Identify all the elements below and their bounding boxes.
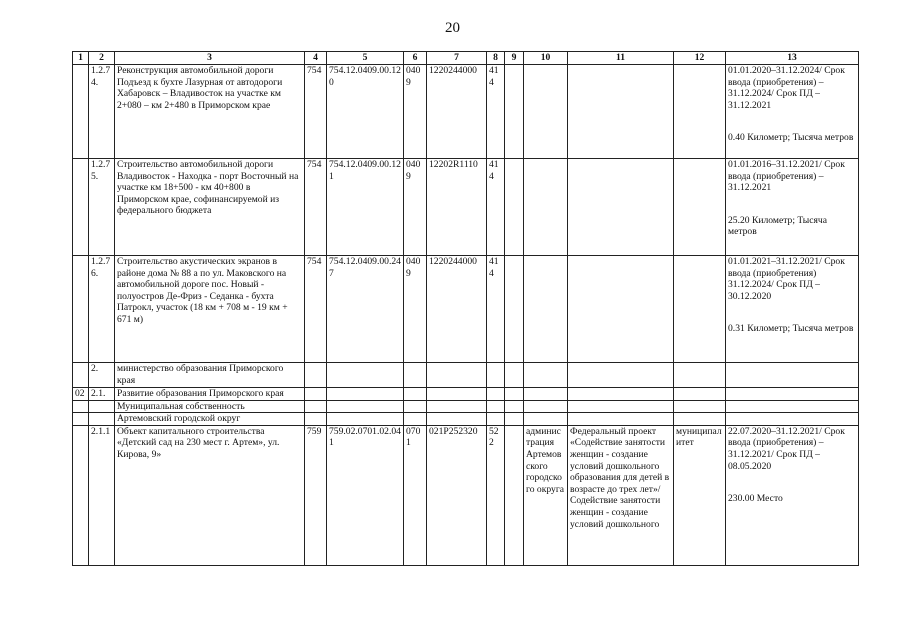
cell-col7: 1220244000 [427,65,487,159]
terms-dates: 22.07.2020–31.12.2021/ Срок ввода (приобретения) – 31.12.2021/ Срок ПД – 08.05.2020 [728,425,845,472]
terms-capacity: 25.20 Километр; Тысяча метров [728,214,828,238]
cell-object-name: Реконструкция автомобильной дороги Подъезд к бухте Лазурная от автодороги Хабаровск – Владивосток на участке км 2+080 – км 2+480 в Приморском крае [115,65,305,159]
cell-section-name: Развитие образования Приморского края [115,388,305,401]
cell-number: 2.1.1 [89,425,115,565]
cell-object-name: Строительство акустических экранов в районе дома № 88 а по ул. Маковского на автомобильной дороге пос. Новый - полуостров Де-Фриз - Седанка - бухта Патрокл, участок (18 км + 708 м - 19 км + 671 м) [115,256,305,363]
cell-ownership: муниципал итет [674,425,726,565]
cell-col6: 0409 [404,65,427,159]
cell-col9 [505,159,524,256]
cell-col10 [524,256,568,363]
cell-code: 759.02.0701.02.041 [327,425,404,565]
cell-col4: 754 [305,65,327,159]
cell-terms [726,425,859,565]
cell-number: 1.2.7 6. [89,256,115,363]
cell-col1 [73,400,89,413]
header-cell: 1 [73,52,89,65]
cell-number [89,413,115,426]
cell-col4: 759 [305,425,327,565]
terms-dates: 01.01.2020–31.12.2024/ Срок ввода (приобретения) – 31.12.2024/ Срок ПД – 31.12.2021 [728,65,845,111]
table-row [73,159,859,256]
cell-object-name: Объект капитального строительства «Детский сад на 230 мест г. Артем», ул. Кирова, 9» [115,425,305,565]
table-row [73,363,859,388]
cell-col7: 1220244000 [427,256,487,363]
page-number: 20 [445,20,460,36]
table-row [73,400,859,413]
cell-col8: 414 [487,256,505,363]
header-cell: 9 [505,52,524,65]
header-cell: 13 [726,52,859,65]
cell-col4: 754 [305,256,327,363]
cell-col12 [674,256,726,363]
terms-capacity: 230.00 Место [728,493,783,505]
cell-col11 [568,256,674,363]
cell-col1 [73,425,89,565]
cell-terms [726,65,859,159]
table-row [73,256,859,363]
header-cell: 6 [404,52,427,65]
header-cell: 2 [89,52,115,65]
cell-section-name: министерство образования Приморского края [115,363,305,388]
cell-col11 [568,65,674,159]
cell-col7: 021P252320 [427,425,487,565]
table-row [73,425,859,565]
cell-terms [726,256,859,363]
header-cell: 8 [487,52,505,65]
cell-col12 [674,65,726,159]
cell-col1 [73,413,89,426]
header-cell: 11 [568,52,674,65]
cell-col1 [73,363,89,388]
cell-code: 754.12.0409.00.121 [327,159,404,256]
cell-col10 [524,159,568,256]
cell-code: 754.12.0409.00.247 [327,256,404,363]
cell-number: 2.1. [89,388,115,401]
cell-object-name: Строительство автомобильной дороги Владивосток - Находка - порт Восточный на участке км 18+500 - км 40+800 в Приморском крае, софинансируемой из федерального бюджета [115,159,305,256]
cell-code: 754.12.0409.00.120 [327,65,404,159]
cell-number: 1.2.7 5. [89,159,115,256]
cell-col6: 0701 [404,425,427,565]
header-cell: 4 [305,52,327,65]
cell-col8: 522 [487,425,505,565]
cell-col8: 414 [487,159,505,256]
terms-capacity: 0.31 Километр; Тысяча метров [728,323,854,335]
cell-col9 [505,425,524,565]
header-cell: 7 [427,52,487,65]
cell-terms [726,159,859,256]
budget-table [72,51,859,566]
cell-number [89,400,115,413]
table-row [73,388,859,401]
cell-number: 2. [89,363,115,388]
terms-dates: 01.01.2021–31.12.2021/ Срок ввода (приобретения) 31.12.2024/ Срок ПД – 30.12.2020 [728,256,845,302]
header-cell: 5 [327,52,404,65]
cell-col10 [524,65,568,159]
cell-col1 [73,65,89,159]
cell-col11 [568,159,674,256]
cell-col9 [505,65,524,159]
table-row [73,413,859,426]
terms-capacity: 0.40 Километр; Тысяча метров [728,132,854,144]
terms-dates: 01.01.2016–31.12.2021/ Срок ввода (приобретения) – 31.12.2021 [728,159,845,194]
header-cell: 10 [524,52,568,65]
cell-section-name: Муниципальная собственность [115,400,305,413]
cell-col7: 12202R1110 [427,159,487,256]
header-row [73,52,859,65]
cell-section-name: Артемовский городской округ [115,413,305,426]
cell-col6: 0409 [404,159,427,256]
cell-col1 [73,159,89,256]
header-cell: 12 [674,52,726,65]
cell-col4: 754 [305,159,327,256]
cell-col8: 414 [487,65,505,159]
cell-administrator: админис трация Артемов ского городско го округа [524,425,568,565]
header-cell: 3 [115,52,305,65]
cell-col12 [674,159,726,256]
cell-number: 1.2.7 4. [89,65,115,159]
cell-col1: 02 [73,388,89,401]
table-row [73,65,859,159]
cell-col6: 0409 [404,256,427,363]
cell-col9 [505,256,524,363]
cell-project: Федеральный проект «Содействие занятости женщин - создание условий дошкольного образования для детей в возрасте до трех лет»/Содействие занятости женщин - создание условий дошкольного [568,425,674,565]
cell-col1 [73,256,89,363]
